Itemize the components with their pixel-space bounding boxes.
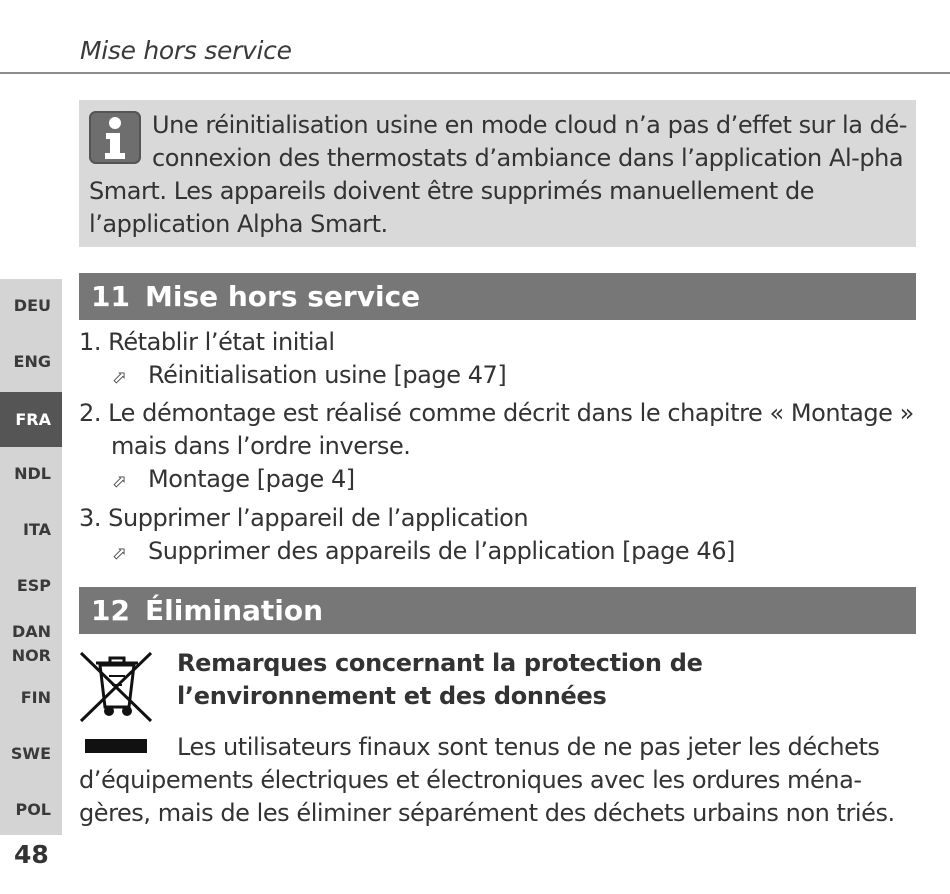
step-1-reference[interactable] [112, 359, 506, 394]
section-12-number: 12 [91, 594, 130, 627]
link-arrow-icon: ⬀ [112, 543, 127, 564]
step-1-text: 1. Rétablir l’état initial [79, 328, 335, 356]
disposal-paragraph: Les utilisateurs finaux sont tenus de ne pas jeter les déchets d’équipements électriques et électroniques avec les ordures ména-gères, mais de les éliminer séparément des déchets urbains non triés. [79, 733, 895, 827]
section-11-title: Mise hors service [145, 280, 421, 313]
section-12-header [79, 587, 916, 634]
language-tab-deu[interactable]: DEU [13, 296, 51, 315]
crossed-out-wheelie-bin-icon [79, 649, 155, 725]
language-tab-ndl[interactable]: NDL [14, 464, 51, 483]
step-2-text-continued: mais dans l’ordre inverse. [111, 432, 411, 460]
info-note-box [79, 100, 916, 247]
step-3 [79, 502, 528, 535]
language-tab-fin[interactable]: FIN [20, 688, 51, 707]
page-header-title: Mise hors service [80, 36, 292, 65]
section-11-header [79, 273, 916, 320]
language-tab-pol[interactable]: POL [15, 800, 51, 819]
step-2-reference-link[interactable]: Montage [page 4] [148, 465, 355, 493]
language-tab-dan-nor[interactable]: DAN NOR [11, 622, 51, 665]
info-note-text: Une réinitialisation usine en mode cloud n’a pas d’effet sur la dé-connexion des thermostats d’ambiance dans l’application Al-pha Smart. Les appareils doivent être supprimés manuellement de l’application Alpha Smart. [89, 111, 907, 238]
language-tab-esp[interactable]: ESP [16, 576, 51, 595]
section-11-number: 11 [91, 280, 130, 313]
step-2-reference[interactable] [112, 463, 355, 498]
step-3-reference-link[interactable]: Supprimer des appareils de l’application [page 46] [148, 537, 735, 565]
header-divider [0, 72, 950, 74]
link-arrow-icon: ⬀ [112, 367, 127, 388]
step-1-reference-link[interactable]: Réinitialisation usine [page 47] [148, 361, 507, 389]
step-2-text: 2. Le démontage est réalisé comme décrit dans le chapitre « Montage » [79, 399, 914, 427]
disposal-paragraph-container [79, 731, 909, 830]
language-tab-ita[interactable]: ITA [22, 520, 51, 539]
link-arrow-icon: ⬀ [112, 471, 127, 492]
language-tab-eng[interactable]: ENG [13, 352, 51, 371]
step-2 [79, 397, 914, 463]
environment-heading: Remarques concernant la protection de l’environnement et des données [177, 649, 703, 710]
step-3-text: 3. Supprimer l’appareil de l’application [79, 504, 529, 532]
section-12-title: Élimination [145, 594, 324, 627]
page-number: 48 [14, 840, 49, 869]
language-tab-swe[interactable]: SWE [10, 744, 51, 763]
info-note-text-container [89, 109, 907, 241]
step-3-reference[interactable] [112, 535, 735, 570]
language-tab-fra[interactable]: FRA [0, 392, 62, 447]
step-1 [79, 326, 335, 359]
